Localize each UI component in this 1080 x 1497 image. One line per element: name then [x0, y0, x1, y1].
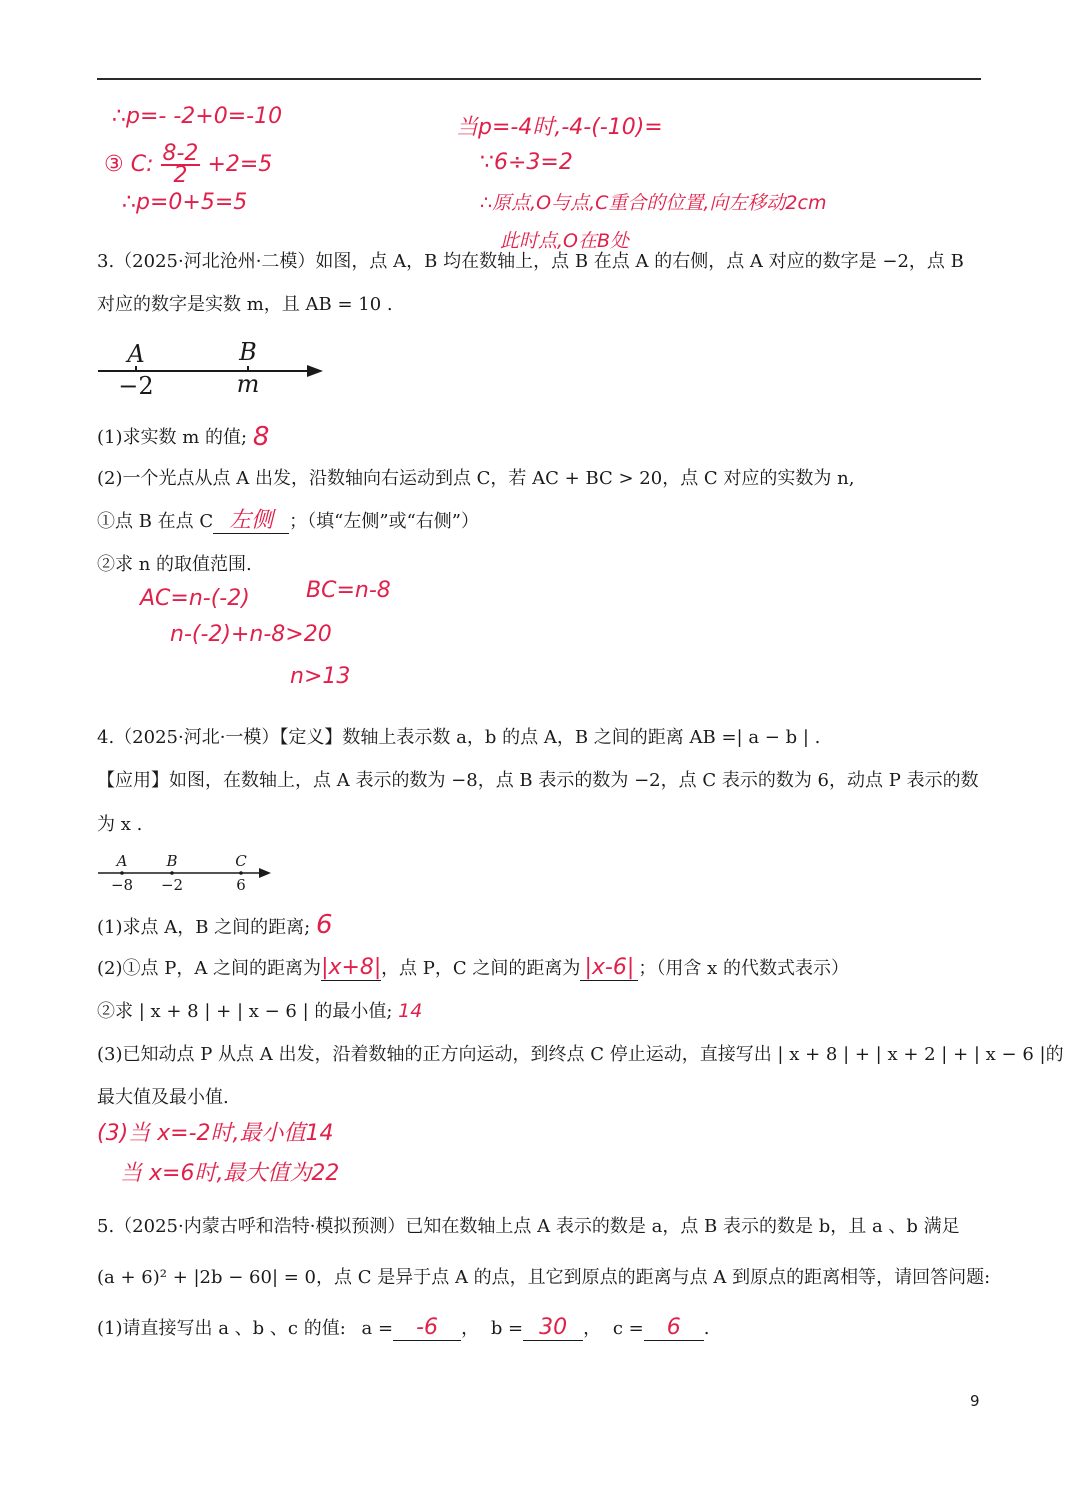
hw-fraction-den: 2 — [173, 163, 188, 188]
header-rule — [97, 78, 981, 80]
q4-value-c: 6 — [236, 876, 246, 894]
q3-arrow — [307, 365, 323, 377]
q4-value-a: −8 — [110, 876, 134, 894]
q4-label-a: A — [116, 852, 128, 870]
q4-p2-answer2: |x-6| — [580, 956, 638, 981]
q5-c-label: c = — [612, 1318, 644, 1339]
q4-p3-line1: (3)已知动点 P 从点 A 出发，沿着数轴的正方向运动，到终点 C 停止运动，直接写出 | x + 8 | + | x + 2 | + | x − 6 |的 — [97, 1044, 1064, 1065]
q4-p2b-answer: 14 — [398, 1000, 423, 1022]
q3-label-b: B — [239, 338, 257, 366]
q3-p2a-answer: 左侧 — [213, 509, 289, 534]
hw-left2-label: ③ C: — [104, 152, 154, 177]
q4-point-a — [120, 871, 124, 875]
q5-b-answer: 30 — [523, 1316, 583, 1341]
hw-top-left-3: ∴p=0+5=5 — [122, 190, 248, 215]
q3-work-result: n>13 — [290, 664, 351, 689]
q4-p1-answer: 6 — [315, 910, 333, 940]
hw-fraction — [161, 141, 201, 188]
q4-p2b — [97, 999, 422, 1024]
q4-label-b: B — [166, 852, 178, 870]
q3-work-ac: AC=n-(-2) — [140, 586, 250, 611]
q3-work-bc: BC=n-8 — [306, 578, 391, 603]
q3-p2: (2)一个光点从点 A 出发，沿数轴向右运动到点 C，若 AC + BC > 20，点 C 对应的实数为 n, — [97, 468, 855, 489]
q3-work-ineq: n-(-2)+n-8>20 — [170, 622, 332, 647]
q4-p2-prefix: (2)①点 P，A 之间的距离为 — [97, 958, 322, 979]
hw-top-left-2 — [104, 141, 273, 188]
q3-p2a — [97, 509, 479, 534]
q4-line2: 【应用】如图，在数轴上，点 A 表示的数为 −8，点 B 表示的数为 −2，点 C 表示的数为 6，动点 P 表示的数 — [97, 770, 979, 791]
hw-top-right-4: 此时点,O在B处 — [500, 230, 630, 252]
q5-b-label: b = — [490, 1318, 524, 1339]
q4-line1: 4.（2025·河北·一模）【定义】数轴上表示数 a，b 的点 A，B 之间的距离 AB =| a − b | . — [97, 727, 821, 748]
q5-p1-prefix: (1)请直接写出 a 、b 、c 的值: — [97, 1318, 346, 1339]
q3-label-a: A — [127, 340, 145, 368]
hw-top-left-1: ∴p=- -2+0=-10 — [112, 104, 283, 129]
q3-p2a-suffix: ；（填“左侧”或“右侧”） — [289, 511, 479, 532]
q5-c-answer: 6 — [644, 1316, 704, 1341]
q4-arrow — [259, 868, 271, 878]
q5-line1: 5.（2025·内蒙古呼和浩特·模拟预测）已知在数轴上点 A 表示的数是 a，点 B 表示的数是 b，且 a 、b 满足 — [97, 1216, 960, 1237]
q3-p2a-prefix: ①点 B 在点 C — [97, 511, 214, 532]
q4-p2-answer1: |x+8| — [321, 955, 382, 980]
q4-work-max: 当 x=6时,最大值为22 — [120, 1161, 340, 1186]
q4-p2b-text: ②求 | x + 8 | + | x − 6 | 的最小值; — [97, 1001, 393, 1022]
hw-top-right-1: 当p=-4时,-4-(-10)= — [456, 115, 663, 140]
q4-number-line — [95, 848, 275, 894]
q3-p2b: ②求 n 的取值范围. — [97, 554, 252, 575]
q3-value-a: −2 — [118, 372, 154, 400]
q5-p1: (1)请直接写出 a 、b 、c 的值: a = -6 ， b = 30 ， c = 6 . — [97, 1315, 710, 1340]
q5-line2: (a + 6)² + |2b − 60| = 0，点 C 是异于点 A 的点，且它到原点的距离与点 A 到原点的距离相等，请回答问题: — [97, 1267, 991, 1288]
q3-value-b: m — [236, 370, 260, 398]
q3-p1 — [97, 423, 269, 450]
q4-value-b: −2 — [160, 876, 184, 894]
q4-p1 — [97, 910, 333, 940]
q4-p2-suffix: ；（用含 x 的代数式表示） — [638, 958, 849, 979]
q4-work-min: (3)当 x=-2时,最小值14 — [97, 1121, 334, 1146]
hw-left2-rest: +2=5 — [207, 152, 273, 177]
q4-line3: 为 x . — [97, 814, 143, 835]
q3-line2: 对应的数字是实数 m，且 AB = 10 . — [97, 294, 393, 315]
q4-p1-text: (1)求点 A，B 之间的距离; — [97, 917, 311, 938]
q3-p1-answer: 8 — [252, 422, 270, 452]
q4-point-c — [239, 871, 243, 875]
q4-p2-mid: ，点 P，C 之间的距离为 — [381, 958, 581, 979]
q4-p3-line2: 最大值及最小值. — [97, 1087, 229, 1108]
hw-top-right-2: ∵6÷3=2 — [480, 150, 573, 175]
q4-point-b — [170, 871, 174, 875]
q3-p1-text: (1)求实数 m 的值; — [97, 427, 248, 448]
q5-a-label: a = — [361, 1318, 394, 1339]
q5-a-answer: -6 — [393, 1316, 461, 1341]
hw-top-right-3: ∴原点,O与点,C重合的位置,向左移动2cm — [480, 192, 827, 214]
q3-number-line — [95, 336, 330, 400]
q3-line1: 3.（2025·河北沧州·二模）如图，点 A，B 均在数轴上，点 B 在点 A 的右侧，点 A 对应的数字是 −2，点 B — [97, 251, 964, 272]
hw-fraction-num: 8-2 — [162, 141, 199, 166]
q4-label-c: C — [235, 852, 247, 870]
q4-p2 — [97, 956, 849, 981]
page-number: 9 — [970, 1392, 980, 1410]
